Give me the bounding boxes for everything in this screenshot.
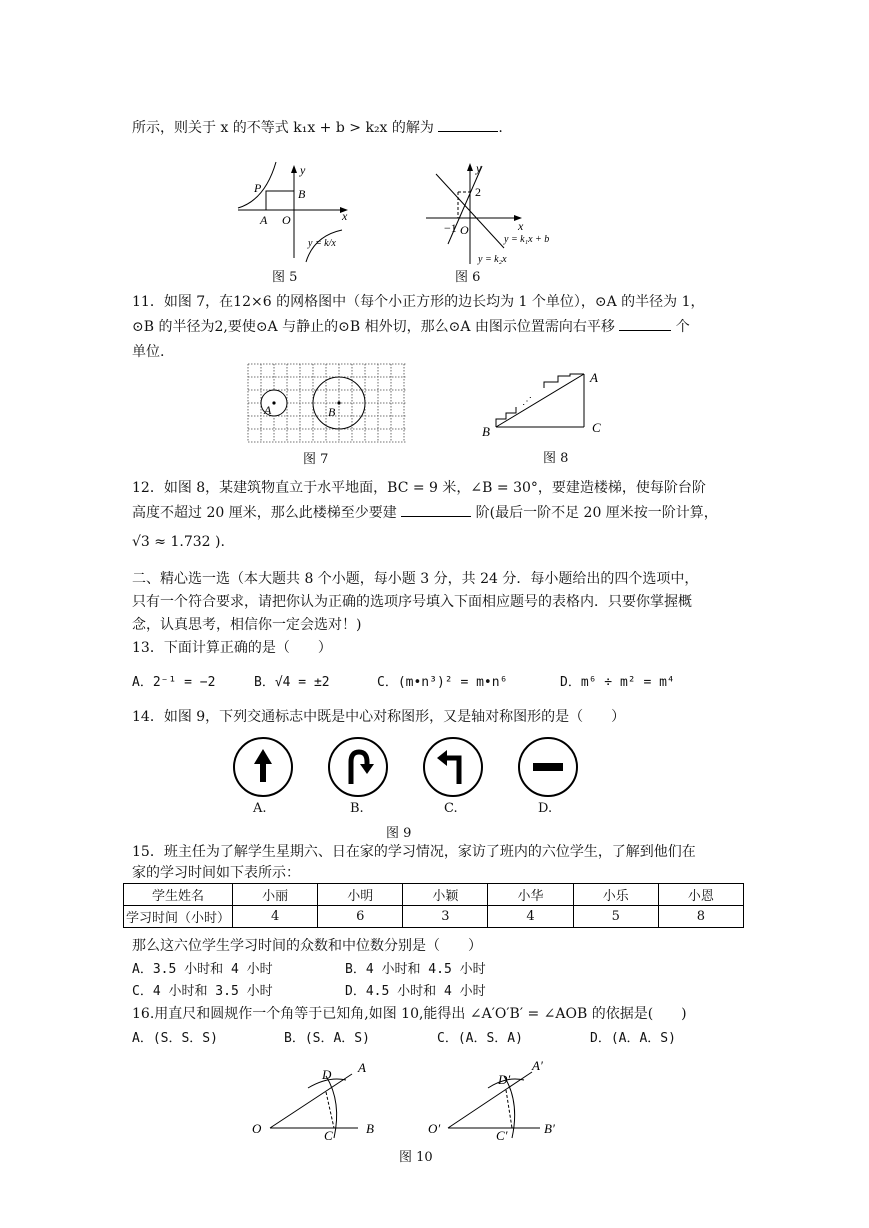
q13-stem: 13．下面计算正确的是（ ） bbox=[132, 640, 332, 656]
fig5-B: B bbox=[298, 187, 306, 201]
fig6-O: O bbox=[460, 223, 469, 237]
fig10-left-D: D bbox=[322, 1067, 332, 1082]
q12-answer-blank[interactable] bbox=[401, 504, 471, 517]
fig10-right-B: B′ bbox=[544, 1121, 555, 1136]
table-cell: 小华 bbox=[488, 884, 573, 906]
fig8-caption: 图 8 bbox=[543, 451, 569, 466]
table-cell: 小恩 bbox=[658, 884, 743, 906]
figure-5 bbox=[230, 158, 365, 268]
table-cell: 5 bbox=[573, 906, 658, 928]
table-cell: 小颖 bbox=[403, 884, 488, 906]
q13-option-d[interactable]: D．m⁶ ÷ m² = m⁴ bbox=[560, 675, 675, 690]
q12-line3: √3 ≈ 1.732 ). bbox=[132, 534, 225, 550]
sign-b-u-turn-icon[interactable] bbox=[329, 738, 387, 796]
q13-option-a[interactable]: A．2⁻¹ = −2 bbox=[132, 675, 216, 690]
figure-10 bbox=[248, 1058, 568, 1142]
q16-option-d[interactable]: D．(A．A．S) bbox=[590, 1031, 676, 1046]
fig8-A: A bbox=[590, 370, 598, 385]
fig10-left-C: C bbox=[324, 1128, 333, 1142]
q11-answer-blank[interactable] bbox=[619, 318, 671, 331]
fig7-caption: 图 7 bbox=[303, 452, 329, 467]
sign-d-label: D. bbox=[538, 801, 553, 816]
table-cell: 小乐 bbox=[573, 884, 658, 906]
section2-line1: 二、精心选一选（本大题共 8 个小题，每小题 3 分，共 24 分．每小题给出的四个选项中， bbox=[132, 571, 699, 587]
sign-b-label: B. bbox=[350, 801, 364, 816]
section2-line3: 念，认真思考，相信你一定会选对！) bbox=[132, 617, 362, 633]
fig5-x: x bbox=[342, 209, 348, 223]
fig6-y: y bbox=[476, 161, 482, 175]
figure-7 bbox=[246, 362, 408, 444]
traffic-signs bbox=[228, 734, 588, 800]
sign-d-no-entry-icon[interactable] bbox=[519, 738, 577, 796]
q15-option-c[interactable]: C．4 小时和 3.5 小时 bbox=[132, 984, 273, 999]
fig10-left-O: O bbox=[252, 1121, 262, 1136]
q11-line2 bbox=[132, 316, 690, 336]
q15-option-d[interactable]: D．4.5 小时和 4 小时 bbox=[345, 984, 486, 999]
fig10-right-D: D′ bbox=[498, 1072, 511, 1087]
fig10-right-O: O′ bbox=[428, 1121, 441, 1136]
fig8-B: B bbox=[482, 424, 490, 439]
fig6-line2-label: y = k₂x bbox=[478, 254, 507, 265]
sign-a-up-arrow-icon[interactable] bbox=[234, 738, 292, 796]
fig5-P: P bbox=[254, 181, 262, 195]
q16-stem: 16.用直尺和圆规作一个角等于已知角,如图 10,能得出 ∠A′O′B′ = ∠AOB 的依据是( ) bbox=[132, 1006, 687, 1022]
fig5-O: O bbox=[282, 213, 291, 227]
q11-line2-end: 个 bbox=[675, 319, 690, 335]
q10-answer-blank[interactable] bbox=[438, 119, 498, 132]
q13-option-b[interactable]: B．√4 = ±2 bbox=[254, 675, 330, 690]
sign-c-label: C. bbox=[444, 801, 458, 816]
q10-text: 所示，则关于 x 的不等式 k₁x + b > k₂x 的解为 bbox=[132, 120, 434, 136]
study-time-table bbox=[123, 883, 744, 928]
q15-question: 那么这六位学生学习时间的众数和中位数分别是（ ） bbox=[132, 938, 482, 954]
q11-line1: 11．如图 7，在12×6 的网格图中（每个小正方形的边长均为 1 个单位），⊙A 的半径为 1， bbox=[132, 294, 705, 310]
table-cell: 6 bbox=[318, 906, 403, 928]
fig9-caption: 图 9 bbox=[386, 826, 412, 841]
table-row bbox=[124, 906, 744, 928]
fig5-curve-label: y = k/x bbox=[308, 238, 336, 249]
fig5-y: y bbox=[300, 163, 306, 177]
sign-c-left-turn-icon[interactable] bbox=[424, 738, 482, 796]
fig6-caption: 图 6 bbox=[455, 270, 481, 285]
section2-line2: 只有一个符合要求，请把你认为正确的选项序号填入下面相应题号的表格内．只要你掌握概 bbox=[132, 594, 692, 610]
table-cell: 3 bbox=[403, 906, 488, 928]
fig5-caption: 图 5 bbox=[272, 270, 298, 285]
fig6-x: x bbox=[518, 219, 524, 233]
q16-option-a[interactable]: A．(S．S．S) bbox=[132, 1031, 218, 1046]
q11-line2-text: ⊙B 的半径为2,要使⊙A 与静止的⊙B 相外切，那么⊙A 由图示位置需向右平移 bbox=[132, 319, 615, 335]
table-row bbox=[124, 884, 744, 906]
table-cell: 学习时间（小时） bbox=[124, 906, 233, 928]
q15-option-a[interactable]: A．3.5 小时和 4 小时 bbox=[132, 962, 273, 977]
fig10-left-A: A bbox=[358, 1060, 366, 1075]
q16-option-c[interactable]: C．(A．S．A) bbox=[437, 1031, 523, 1046]
fig6-two: 2 bbox=[475, 185, 481, 199]
table-cell: 4 bbox=[233, 906, 318, 928]
svg-text:⋰: ⋰ bbox=[522, 396, 532, 407]
fig10-left-B: B bbox=[366, 1121, 374, 1136]
fig6-line1-label: y = k₁x + b bbox=[504, 234, 550, 245]
fig7-B: B bbox=[328, 405, 336, 419]
table-cell: 学生姓名 bbox=[124, 884, 233, 906]
table-cell: 小明 bbox=[318, 884, 403, 906]
table-cell: 4 bbox=[488, 906, 573, 928]
sign-a-label: A. bbox=[253, 801, 267, 816]
q10-line bbox=[132, 117, 503, 137]
fig10-caption: 图 10 bbox=[399, 1150, 433, 1165]
q11-line3: 单位. bbox=[132, 344, 165, 360]
table-cell: 8 bbox=[658, 906, 743, 928]
fig7-A: A bbox=[264, 403, 272, 417]
q16-option-b[interactable]: B．(S．A．S) bbox=[284, 1031, 370, 1046]
q12-line2-text: 高度不超过 20 厘米，那么此楼梯至少要建 bbox=[132, 505, 397, 521]
q15-option-b[interactable]: B．4 小时和 4.5 小时 bbox=[345, 962, 486, 977]
fig5-A: A bbox=[260, 213, 268, 227]
figure-6 bbox=[420, 158, 565, 270]
fig10-right-A: A′ bbox=[532, 1058, 543, 1073]
q12-line1: 12．如图 8，某建筑物直立于水平地面，BC = 9 米，∠B = 30°，要建造楼梯，使每阶台阶 bbox=[132, 480, 706, 496]
q12-line2 bbox=[132, 502, 718, 522]
fig8-C: C bbox=[592, 420, 601, 435]
q14-stem: 14．如图 9，下列交通标志中既是中心对称图形，又是轴对称图形的是（ ） bbox=[132, 709, 626, 725]
table-cell: 小丽 bbox=[233, 884, 318, 906]
fig10-right-C: C′ bbox=[496, 1128, 508, 1142]
q13-option-c[interactable]: C．(m•n³)² = m•n⁶ bbox=[377, 675, 508, 690]
q12-line2-end: 阶(最后一阶不足 20 厘米按一阶计算， bbox=[475, 505, 718, 521]
q15-line2: 家的学习时间如下表所示： bbox=[132, 865, 300, 881]
figure-8 bbox=[478, 366, 608, 442]
q10-end: . bbox=[498, 120, 503, 136]
q15-line1: 15．班主任为了解学生星期六、日在家的学习情况，家访了班内的六位学生，了解到他们在 bbox=[132, 844, 696, 860]
fig6-neg1: −1 bbox=[444, 221, 457, 235]
